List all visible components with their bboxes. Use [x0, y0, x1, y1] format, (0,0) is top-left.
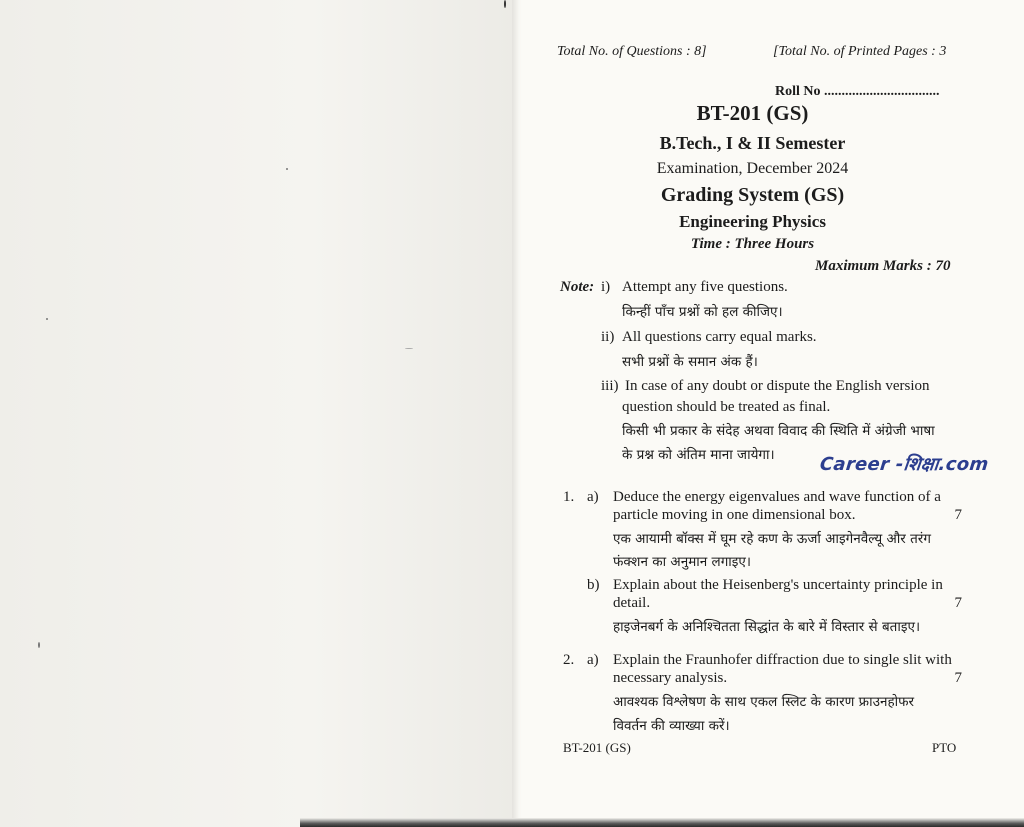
speck — [286, 168, 288, 170]
part-label: a) — [587, 489, 599, 505]
question-text-hi: हाइजेनबर्ग के अनिश्चितता सिद्धांत के बारे में विस्तार से बताइए। — [613, 619, 921, 635]
exam-date: Examination, December 2024 — [656, 160, 849, 177]
paper-code: BT-201 (GS) — [696, 101, 809, 125]
note-text-hi: के प्रश्न को अंतिम माना जायेगा। — [622, 447, 775, 463]
note-label: Note: — [560, 279, 595, 295]
note-text-en: In case of any doubt or dispute the English version — [625, 378, 930, 394]
speck — [46, 318, 48, 320]
question-text-en: particle moving in one dimensional box. — [613, 507, 856, 523]
footer-paper-code: BT-201 (GS) — [563, 740, 631, 755]
subject-title: Engineering Physics — [679, 212, 826, 231]
roll-no: Roll No ................................. — [775, 84, 940, 99]
question-number: 1. — [563, 489, 575, 505]
note-number: i) — [601, 279, 611, 295]
question-text-en: Explain about the Heisenberg's uncertainty principle in — [613, 577, 943, 593]
speck — [38, 642, 40, 648]
note-text-hi: किसी भी प्रकार के संदेह अथवा विवाद की स्थिति में अंग्रेजी भाषा — [622, 423, 935, 439]
question-text-hi: फंक्शन का अनुमान लगाइए। — [613, 554, 752, 570]
page-bottom-edge — [300, 818, 1024, 827]
question-number: 2. — [563, 652, 575, 668]
footer-pto: PTO — [932, 740, 957, 755]
question-text-hi: आवश्यक विश्लेषण के साथ एकल स्लिट के कारण फ्राउनहोफर — [613, 694, 915, 710]
marks: 7 — [954, 670, 962, 686]
total-pages: [Total No. of Printed Pages : 3 — [773, 44, 947, 59]
note-text-en: All questions carry equal marks. — [622, 329, 817, 345]
question-text-hi: विवर्तन की व्याख्या करें। — [613, 718, 730, 734]
question-text-en: Deduce the energy eigenvalues and wave function of a — [613, 489, 941, 505]
time-allowed: Time : Three Hours — [690, 236, 815, 252]
speck — [405, 348, 413, 349]
question-text-en: detail. — [613, 595, 651, 611]
note-number: ii) — [601, 329, 615, 345]
part-label: b) — [587, 577, 600, 593]
speck — [504, 0, 506, 8]
note-text-hi: किन्हीं पाँच प्रश्नों को हल कीजिए। — [622, 304, 783, 320]
note-text-en: Attempt any five questions. — [622, 279, 788, 295]
total-questions: Total No. of Questions : 8] — [557, 44, 707, 59]
page-fold — [512, 0, 522, 827]
question-text-hi: एक आयामी बॉक्स में घूम रहे कण के ऊर्जा आइगेनवैल्यू और तरंग — [613, 531, 931, 547]
career-shiksha-watermark: Career -शिक्षा.com — [818, 454, 990, 475]
question-text-en: necessary analysis. — [613, 670, 728, 686]
note-number: iii) — [601, 378, 619, 394]
course-title: B.Tech., I & II Semester — [659, 133, 846, 153]
question-text-en: Explain the Fraunhofer diffraction due to single slit with — [613, 652, 952, 668]
note-text-en: question should be treated as final. — [622, 399, 831, 415]
note-text-hi: सभी प्रश्नों के समान अंक हैं। — [622, 354, 758, 370]
grading-system: Grading System (GS) — [660, 184, 845, 206]
marks: 7 — [954, 507, 962, 523]
maximum-marks: Maximum Marks : 70 — [815, 258, 951, 274]
marks: 7 — [954, 595, 962, 611]
part-label: a) — [587, 652, 599, 668]
